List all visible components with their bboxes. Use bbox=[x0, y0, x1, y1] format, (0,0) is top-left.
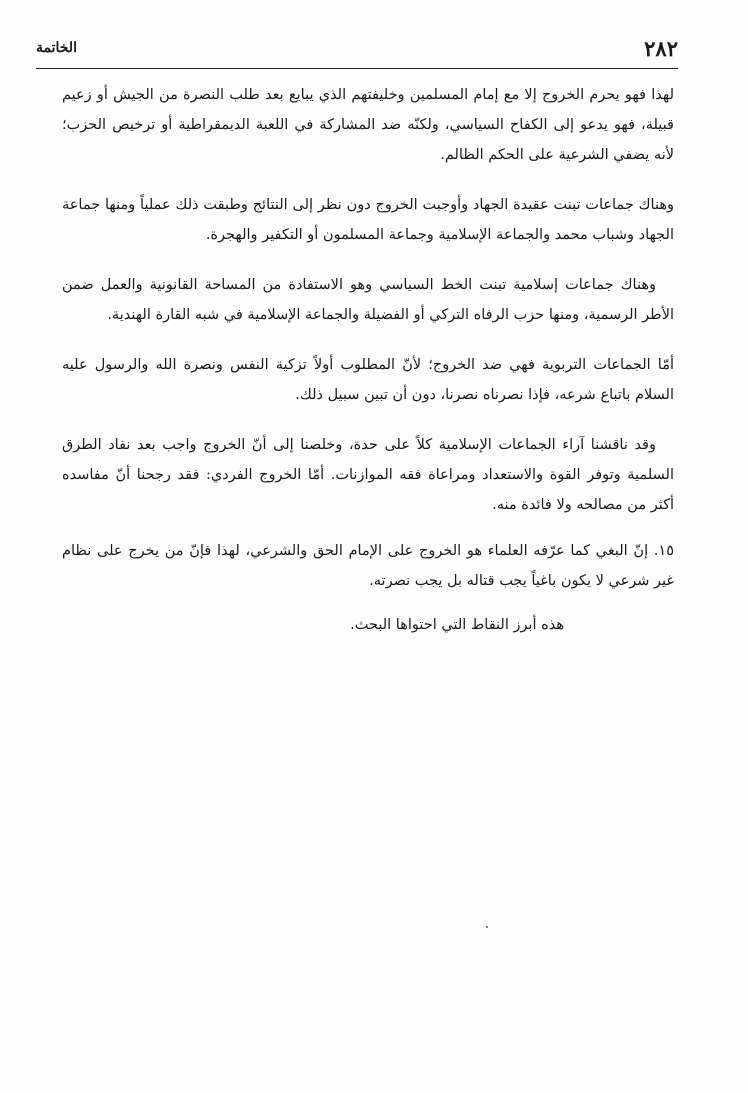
numbered-point-15: ١٥. إنّ البغي كما عرّفه العلماء هو الخروج على الإمام الحق والشرعي، لهذا فإنّ من يخرج على نظام غير شرعي لا يكون باغياً يجب قتاله بل يجب نصرته. bbox=[62, 543, 674, 589]
body-text bbox=[62, 80, 674, 640]
paragraph-4: أمّا الجماعات التربوية فهي ضد الخروج؛ لأنّ المطلوب أولاً تزكية النفس ونصرة الله والرسول عليه السلام باتباع شرعه، فإذا نصرناه نصرنا، دون أن تبين سبيل ذلك. bbox=[62, 357, 674, 403]
running-title: الخاتمة bbox=[36, 40, 77, 56]
paragraph-3: وهناك جماعات إسلامية تبنت الخط السياسي وهو الاستفادة من المساحة القانونية والعمل ضمن الأطر الرسمية، ومنها حزب الرفاه التركي أو الفضيلة والجماعة الإسلامية في شبه القارة الهندية. bbox=[62, 277, 674, 323]
stray-dot-mark bbox=[486, 926, 488, 928]
paragraph-5: وقد ناقشنا آراء الجماعات الإسلامية كلاً على حدة، وخلصنا إلى أنّ الخروج واجب بعد نفاد الطرق السلمية وتوفر القوة والاستعداد ومراعاة فقه الموازنات. أمّا الخروج الفردي: فقد رجحنا أنّ مفاسده أكثر من مصالحه ولا فائدة منه. bbox=[62, 437, 674, 513]
page-number: ٢٨٢ bbox=[644, 36, 678, 61]
paragraph-1: لهذا فهو يحرم الخروج إلا مع إمام المسلمين وخليفتهم الذي يبايع بعد طلب النصرة من الجيش أو زعيم قبيلة، فهو يدعو إلى الكفاح السياسي، ولكنّه ضد المشاركة في اللعبة الديمقراطية أو ترخيص الحزب؛ لأنه يضفي الشرعية على الحكم الظالم. bbox=[62, 87, 674, 163]
paragraph-2: وهناك جماعات تبنت عقيدة الجهاد وأوجبت الخروج دون نظر إلى النتائج وطبقت ذلك عملياً ومنها جماعة الجهاد وشباب محمد والجماعة الإسلامية وجماعة المسلمون أو التكفير والهجرة. bbox=[62, 197, 674, 243]
closing-sentence: هذه أبرز النقاط التي احتواها البحث. bbox=[350, 617, 564, 633]
page-header bbox=[36, 30, 678, 69]
